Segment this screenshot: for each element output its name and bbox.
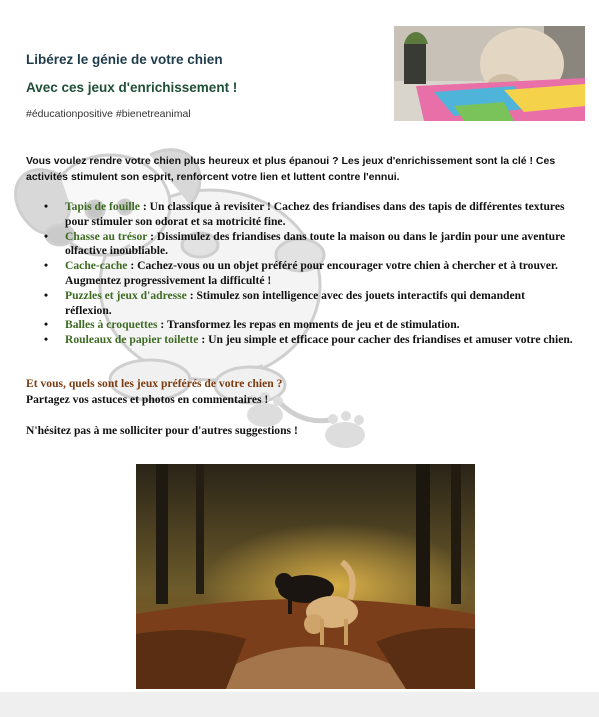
closing-invite: N'hésitez pas à me solliciter pour d'autres suggestions ! (26, 424, 298, 437)
page-footer-band (0, 692, 599, 717)
page-subtitle: Avec ces jeux d'enrichissement ! (26, 80, 238, 95)
activity-description: : Un jeu simple et efficace pour cacher des friandises et amuser votre chien. (198, 333, 573, 347)
activity-description: : Stimulez son intelligence avec des jouets interactifs qui demandent réflexion. (65, 288, 525, 317)
dog-on-snuffle-mat-photo (394, 26, 585, 121)
activity-description: : Dissimulez des friandises dans toute la maison ou dans le jardin pour une aventure olfactive inoubliable. (65, 229, 566, 258)
two-dogs-on-autumn-path-photo (136, 464, 475, 689)
activity-term: Puzzles et jeux d'adresse (65, 288, 187, 302)
bullet-icon: • (44, 229, 49, 243)
bullet-icon: • (44, 259, 49, 273)
page-title: Libérez le génie de votre chien (26, 52, 223, 67)
activity-term: Tapis de fouille (65, 200, 140, 213)
bullet-icon: • (44, 200, 49, 213)
bullet-icon: • (44, 318, 49, 332)
closing-share: Partagez vos astuces et photos en commentaires ! (26, 393, 269, 406)
activity-description: : Cachez-vous ou un objet préféré pour encourager votre chien à chercher et à trouver. Augmentez progressivement la difficulté ! (65, 259, 558, 287)
activity-term: Chasse au trésor (65, 229, 148, 243)
list-item (44, 259, 574, 289)
list-item (44, 289, 574, 319)
activity-term: Cache-cache (65, 259, 128, 273)
bullet-icon: • (44, 288, 49, 302)
bullet-icon: • (44, 333, 49, 347)
activity-term: Balles à croquettes (65, 318, 158, 332)
activity-term: Rouleaux de papier toilette (65, 333, 199, 347)
list-item (44, 318, 574, 333)
activity-description: : Un classique à revisiter ! Cachez des friandises dans des tapis de différentes textures pour stimuler son odorat et sa motricité fine. (65, 200, 565, 228)
list-item (44, 333, 574, 348)
intro-paragraph: Vous voulez rendre votre chien plus heureux et plus épanoui ? Les jeux d'enrichissement sont la clé ! Ces activités stimulent son esprit, renforcent votre lien et luttent contre l'ennui. (26, 155, 556, 183)
list-item (44, 200, 574, 230)
activity-list (44, 200, 574, 348)
hashtags: #éducationpositive #bienetreanimal (26, 108, 191, 120)
activity-description: : Transformez les repas en moments de jeu et de stimulation. (157, 318, 460, 332)
closing-question: Et vous, quels sont les jeux préférés de votre chien ? (26, 377, 283, 390)
list-item (44, 230, 574, 260)
